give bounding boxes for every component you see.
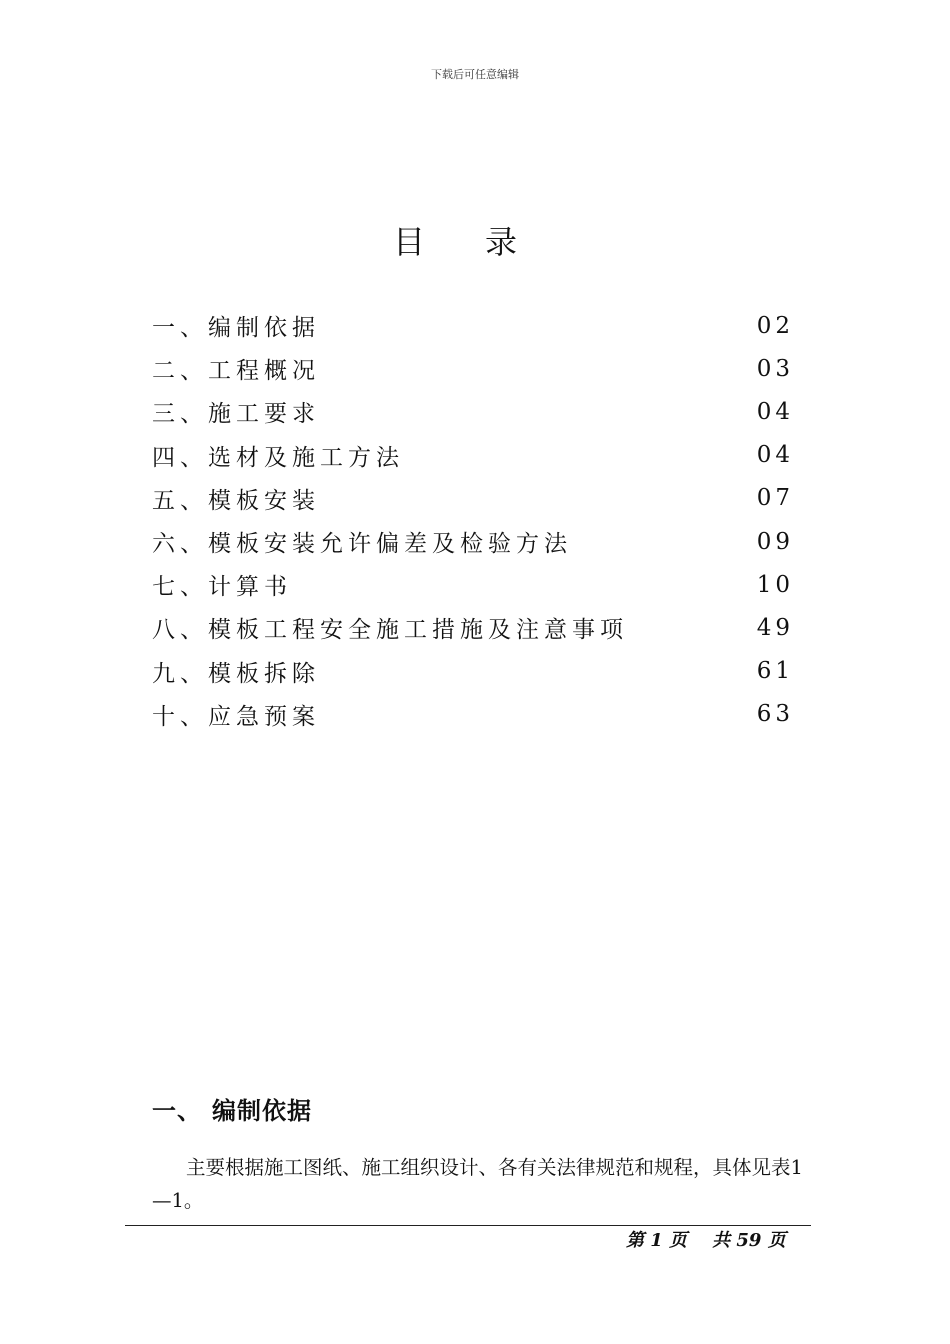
toc-entry-page: 61: [756, 658, 794, 685]
toc-entry-page: 10: [756, 571, 794, 598]
toc-entry-page: 07: [756, 485, 794, 512]
toc-entry-page: 09: [756, 528, 794, 555]
toc-entry-label: 五、模板安装: [152, 487, 320, 514]
section-title: 编制依据: [212, 1095, 312, 1125]
page-number: 第 1 页 共 59 页: [626, 1230, 786, 1251]
toc-entry[interactable]: [152, 304, 794, 347]
body-paragraph: 主要根据施工图纸、施工组织设计、各有关法律规范和规程，具体见表1—1。: [152, 1155, 803, 1212]
section-heading: [152, 1091, 312, 1126]
toc-entry[interactable]: [152, 650, 794, 693]
toc-entry-label: 八、模板工程安全施工措施及注意事项: [152, 617, 628, 644]
toc-entry-label: 二、工程概况: [152, 358, 320, 385]
toc-entry[interactable]: [152, 693, 794, 736]
toc-entry[interactable]: [152, 520, 794, 563]
toc-entry-page: 02: [756, 312, 794, 339]
toc-entry-page: 04: [756, 442, 794, 469]
toc-entry[interactable]: [152, 347, 794, 390]
section-number: 一、: [152, 1095, 202, 1125]
table-of-contents: [152, 304, 794, 736]
toc-entry-label: 六、模板安装允许偏差及检验方法: [152, 531, 572, 558]
toc-entry[interactable]: [152, 477, 794, 520]
toc-entry-label: 十、应急预案: [152, 703, 320, 730]
toc-entry-label: 四、选材及施工方法: [152, 444, 404, 471]
toc-entry-label: 七、计算书: [152, 574, 292, 601]
toc-entry-label: 三、施工要求: [152, 401, 320, 428]
toc-entry[interactable]: [152, 563, 794, 606]
toc-title: 目录: [392, 223, 577, 262]
toc-entry-label: 九、模板拆除: [152, 660, 320, 687]
toc-entry-page: 63: [756, 701, 794, 728]
toc-entry-page: 04: [756, 398, 794, 425]
toc-entry[interactable]: [152, 434, 794, 477]
toc-entry[interactable]: [152, 606, 794, 649]
toc-entry-label: 一、编制依据: [152, 315, 320, 342]
toc-entry-page: 03: [756, 355, 794, 382]
toc-entry[interactable]: [152, 390, 794, 433]
watermark-text: 下载后可任意编辑: [431, 68, 519, 81]
toc-entry-page: 49: [756, 614, 794, 641]
